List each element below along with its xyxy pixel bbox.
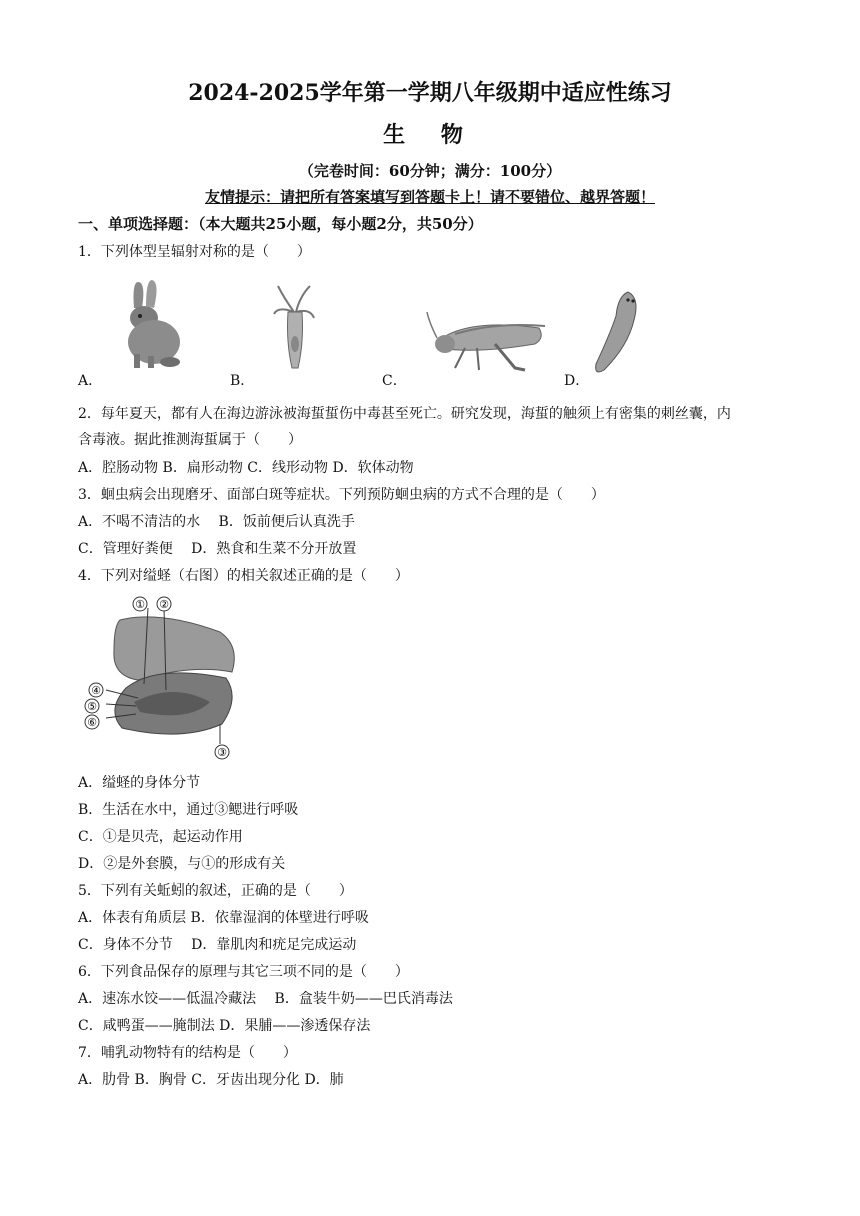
q1-option-a: A． [78, 373, 103, 389]
figure-label-4: ④ [91, 684, 101, 697]
q6-stem: 6．下列食品保存的原理与其它三项不同的是（ ） [78, 964, 409, 980]
q4-option-c: C．①是贝壳，起运动作用 [78, 829, 243, 845]
q7-options: A．肋骨 B．胸骨 C．牙齿出现分化 D．肺 [78, 1072, 344, 1088]
q4-option-b: B．生活在水中，通过③鳃进行呼吸 [78, 802, 299, 818]
figure-label-6: ⑥ [87, 716, 97, 729]
q6-options-line1: A．速冻水饺——低温冷藏法 B．盒装牛奶——巴氏消毒法 [78, 991, 453, 1007]
notice [0, 186, 860, 207]
time-info: （完卷时间：60分钟；满分：100分） [298, 162, 562, 180]
q3-options-line2: C．管理好粪便 D．熟食和生菜不分开放置 [78, 541, 357, 557]
planarian-image [590, 288, 654, 376]
notice-text: 友情提示：请把所有答案填写到答题卡上！请不要错位、越界答题！ [204, 188, 655, 206]
q3-stem: 3．蛔虫病会出现磨牙、面部白斑等症状。下列预防蛔虫病的方式不合理的是（ ） [78, 487, 605, 503]
subject-title: 生 物 [383, 122, 477, 148]
q4-option-d: D．②是外套膜，与①的形成有关 [78, 856, 286, 872]
q5-stem: 5．下列有关蚯蚓的叙述，正确的是（ ） [78, 883, 353, 899]
q2-options: A．腔肠动物 B．扁形动物 C．线形动物 D．软体动物 [78, 460, 414, 476]
exam-title: 2024-2025学年第一学期八年级期中适应性练习 [188, 80, 672, 106]
q1-stem: 1．下列体型呈辐射对称的是（ ） [78, 244, 311, 260]
razor-clam-figure [78, 594, 248, 766]
figure-label-2: ② [159, 598, 169, 611]
q2-stem-line2: 含毒液。据此推测海蜇属于（ ） [78, 432, 302, 448]
q4-option-a: A．缢蛏的身体分节 [78, 775, 201, 791]
q2-stem-line1: 2．每年夏天，都有人在海边游泳被海蜇蜇伤中毒甚至死亡。研究发现，海蜇的触须上有密集的刺丝囊，内 [78, 406, 731, 422]
figure-label-3: ③ [217, 746, 227, 759]
q1-option-d: D． [564, 373, 590, 389]
q5-options-line1: A．体表有角质层 B．依靠湿润的体壁进行呼吸 [78, 910, 369, 926]
q1-option-c: C． [382, 373, 407, 389]
figure-label-1: ① [135, 598, 145, 611]
hydra-image [270, 282, 320, 374]
q7-stem: 7．哺乳动物特有的结构是（ ） [78, 1045, 297, 1061]
section-heading: 一、单项选择题：（本大题共25小题，每小题2分，共50分） [78, 215, 483, 233]
q5-options-line2: C．身体不分节 D．靠肌肉和疣足完成运动 [78, 937, 357, 953]
rabbit-image [108, 278, 188, 370]
q6-options-line2: C．咸鸭蛋——腌制法 D．果脯——渗透保存法 [78, 1018, 371, 1034]
q4-stem: 4．下列对缢蛏（右图）的相关叙述正确的是（ ） [78, 568, 409, 584]
figure-label-5: ⑤ [87, 700, 97, 713]
q3-options-line1: A．不喝不清洁的水 B．饭前便后认真洗手 [78, 514, 355, 530]
q1-option-b: B． [230, 373, 255, 389]
grasshopper-image [425, 300, 555, 376]
